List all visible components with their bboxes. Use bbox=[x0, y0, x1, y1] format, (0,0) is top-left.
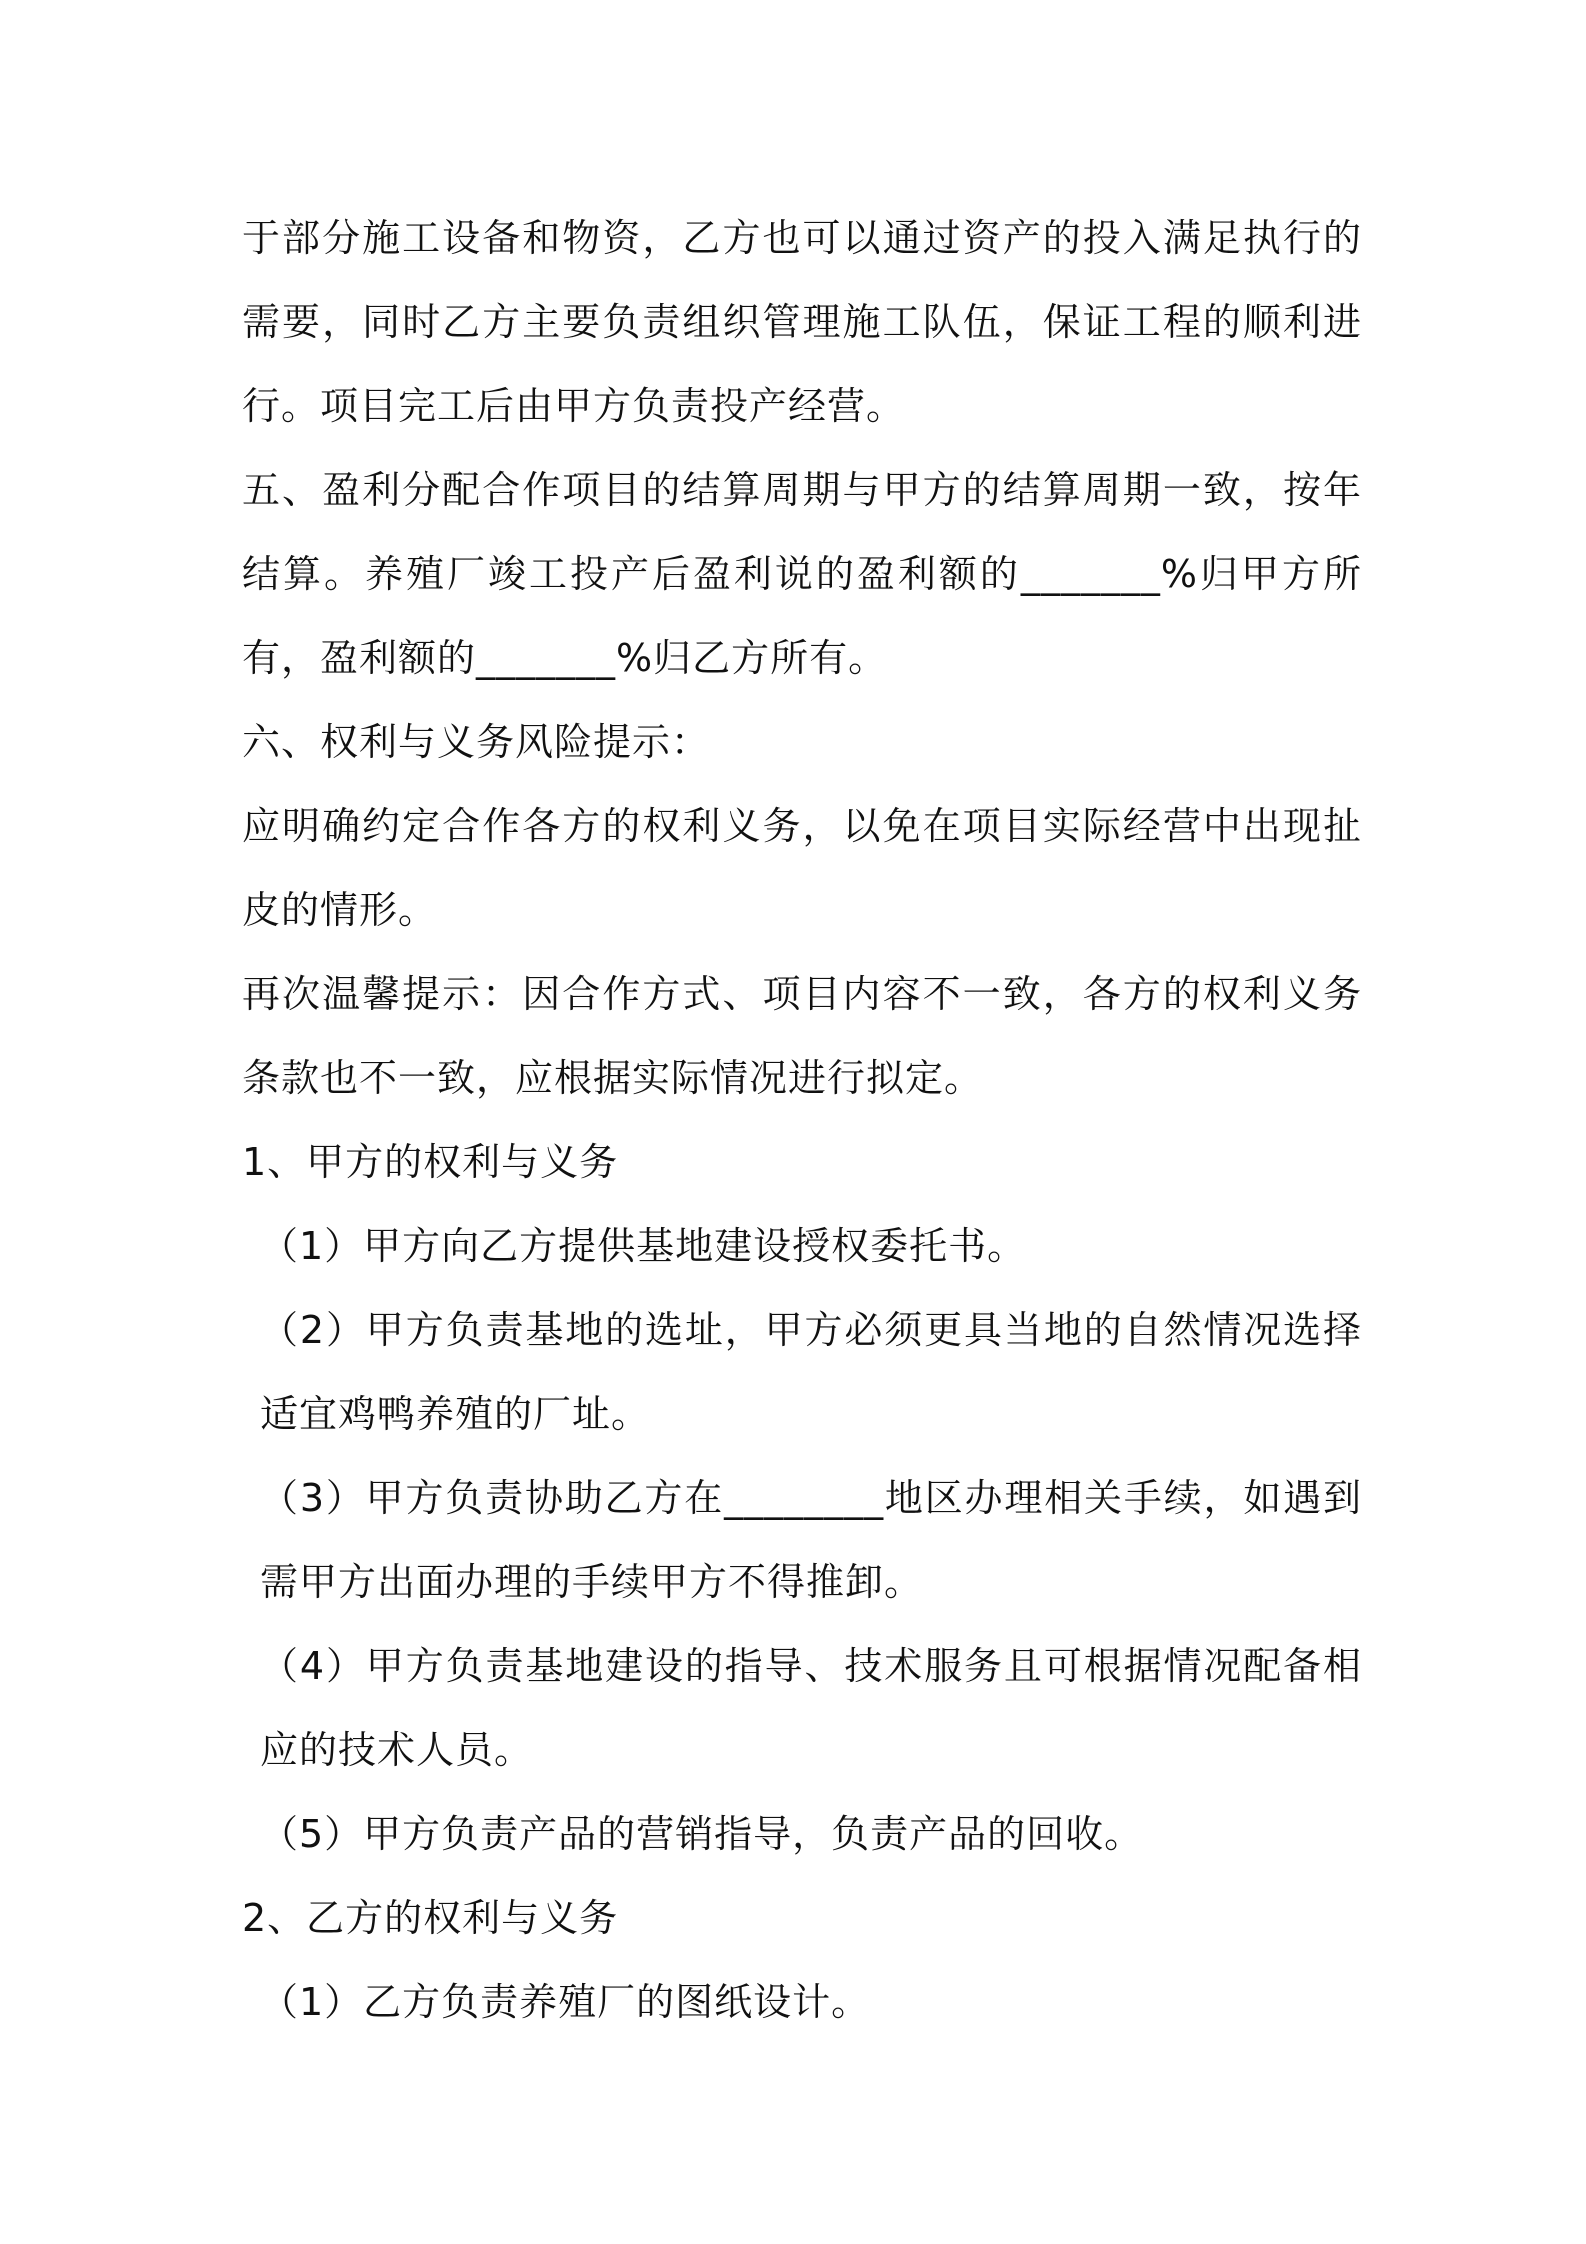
list-item-party-a-4: （4）甲方负责基地建设的指导、技术服务且可根据情况配备相应的技术人员。 bbox=[260, 1644, 1362, 1772]
list-item-party-a-1: （1）甲方向乙方提供基地建设授权委托书。 bbox=[260, 1224, 1027, 1268]
list-item-party-b-1: （1）乙方负责养殖厂的图纸设计。 bbox=[260, 1980, 871, 2024]
list-item-party-a-2: （2）甲方负责基地的选址，甲方必须更具当地的自然情况选择适宜鸡鸭养殖的厂址。 bbox=[260, 1308, 1362, 1436]
document-body bbox=[242, 196, 1362, 2044]
paragraph-reminder: 再次温馨提示：因合作方式、项目内容不一致，各方的权利义务条款也不一致，应根据实际情况进行拟定。 bbox=[242, 972, 1362, 1100]
paragraph-profit-distribution: 五、盈利分配合作项目的结算周期与甲方的结算周期一致，按年结算。养殖厂竣工投产后盈利说的盈利额的_______%归甲方所有，盈利额的_______%归乙方所有。 bbox=[242, 468, 1362, 680]
subheading-party-a: 1、甲方的权利与义务 bbox=[242, 1140, 619, 1184]
paragraph-risk-note: 应明确约定合作各方的权利义务，以免在项目实际经营中出现扯皮的情形。 bbox=[242, 804, 1362, 932]
subheading-party-b: 2、乙方的权利与义务 bbox=[242, 1896, 619, 1940]
list-item-party-a-5: （5）甲方负责产品的营销指导，负责产品的回收。 bbox=[260, 1812, 1144, 1856]
paragraph-construction: 于部分施工设备和物资，乙方也可以通过资产的投入满足执行的需要，同时乙方主要负责组织管理施工队伍，保证工程的顺利进行。项目完工后由甲方负责投产经营。 bbox=[242, 216, 1362, 428]
list-item-party-a-3: （3）甲方负责协助乙方在________地区办理相关手续，如遇到需甲方出面办理的手续甲方不得推卸。 bbox=[260, 1476, 1362, 1604]
section-heading-rights-risk: 六、权利与义务风险提示： bbox=[242, 720, 711, 764]
